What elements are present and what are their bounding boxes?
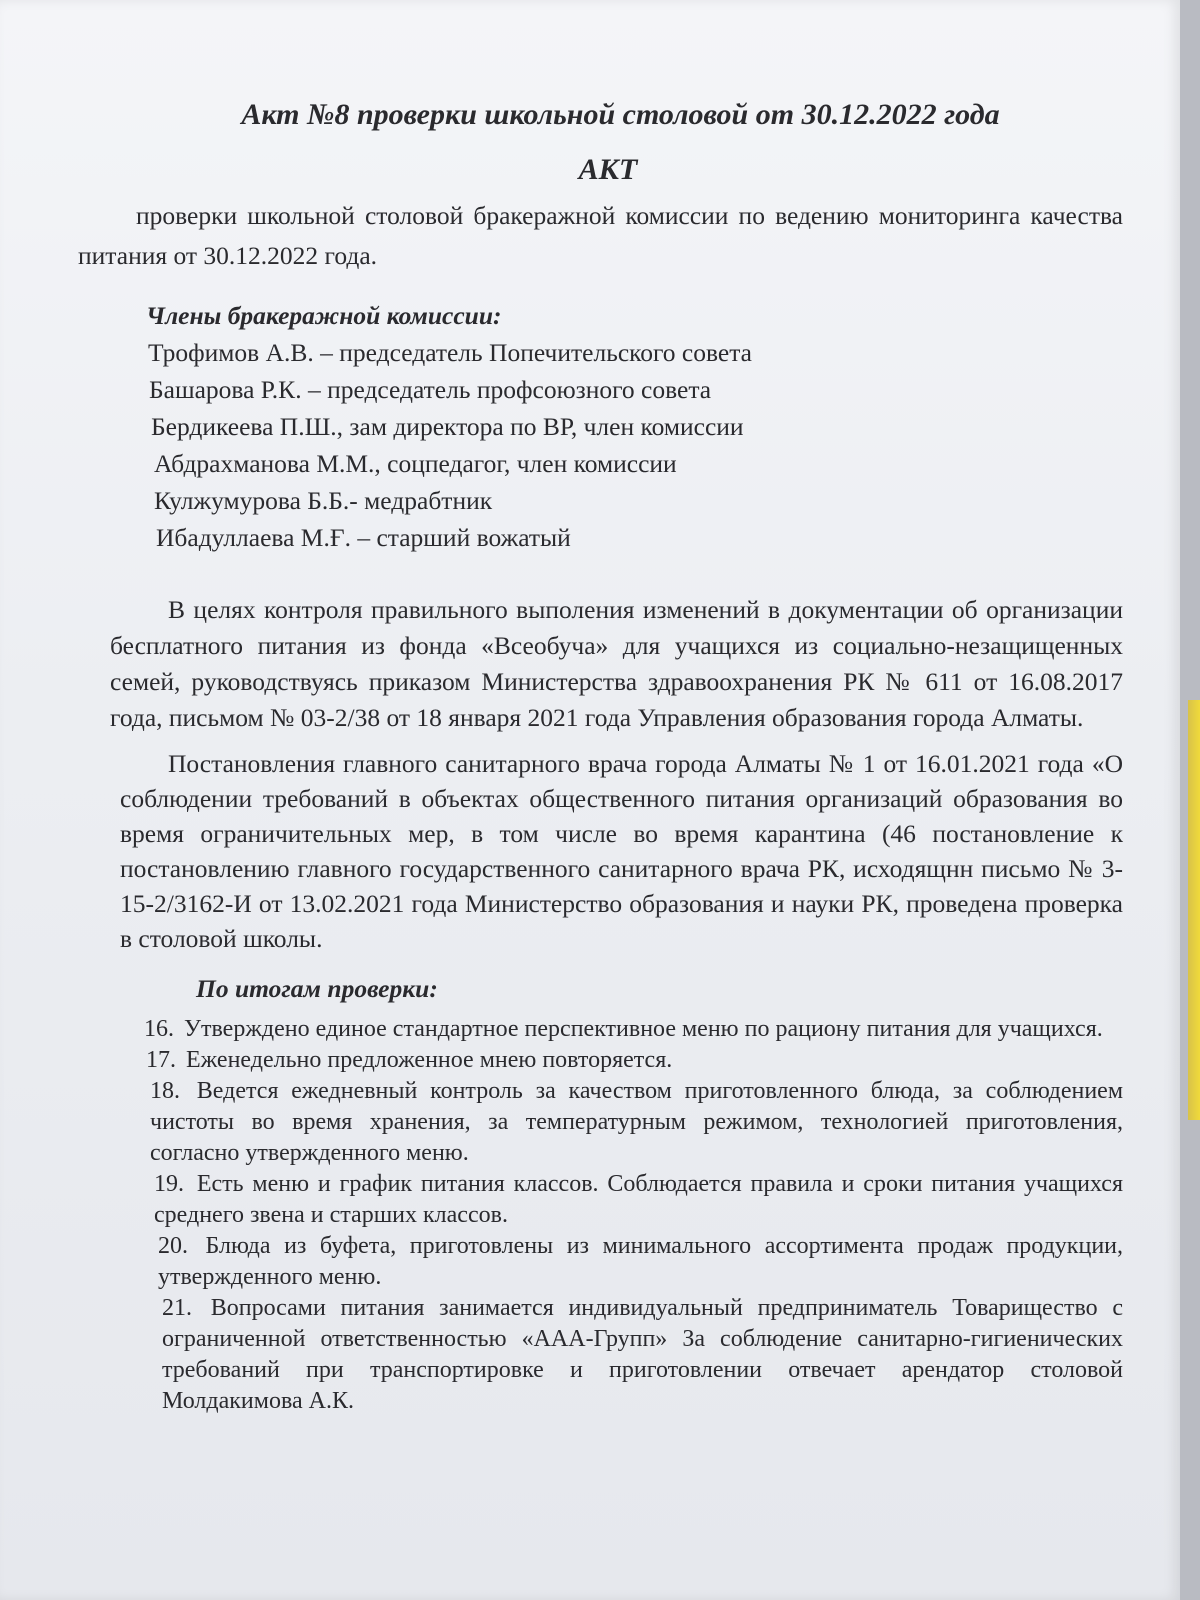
finding-text: Есть меню и график питания классов. Соблюдается правила и сроки питания учащихся среднего звена и старших классов. [154,1171,1124,1228]
document-body [78,95,1123,1417]
finding-text: Вопросами питания занимается индивидуальный предприниматель Товарищество с ограниченной ответственностью «ААА-Групп» За соблюдение санитарно-гигиенических требований при транспортировке и приготовлении отвечает арендатор столовой Молдакимова А.К. [162,1295,1123,1414]
background-object-edge [1188,700,1200,1120]
finding-item [144,1045,1123,1076]
member-item: Абдрахманова М.М., соцпедагог, член комиссии [154,449,677,478]
finding-number: 16. [144,1016,174,1042]
member-item: Ибадуллаева М.Ғ. – старший вожатый [156,523,571,552]
finding-number: 18. [150,1078,180,1104]
finding-item [144,1231,1123,1293]
finding-text: Блюда из буфета, приготовлены из минимального ассортимента продаж продукции, утвержденного меню. [158,1233,1124,1290]
members-list [78,334,1123,556]
finding-text: Ведется ежедневный контроль за качеством приготовленного блюда, за соблюдением чистоты во время хранения, за температурным режимом, технологией приготовления, согласно утвержденного меню. [150,1078,1124,1166]
intro-paragraph: проверки школьной столовой бракеражной комиссии по ведению мониторинга качества питания от 30.12.2022 года. [78,201,1123,270]
member-item: Башарова Р.К. – председатель профсоюзного совета [149,375,712,404]
finding-item [144,1169,1123,1231]
paragraph-resolution: Постановления главного санитарного врача города Алматы № 1 от 16.01.2021 года «О соблюдении требований в объектах общественного питания организаций образования во время ограничительных мер, в том числе во время карантина (46 постановление к постановлению главного государственного санитарного врача РК, исходящнн письмо № 3-15-2/3162-И от 13.02.2021 года Министерство образования и науки РК, проведена проверка в столовой школы. [120,749,1123,953]
document-title: Акт №8 проверки школьной столовой от 30.12.2022 года [241,98,1000,131]
document-heading: АКТ [578,153,638,186]
finding-number: 20. [158,1233,188,1259]
findings-list [78,1014,1123,1417]
finding-number: 21. [162,1295,192,1321]
member-item: Бердикеева П.Ш., зам директора по ВР, член комиссии [151,412,744,441]
member-item: Кулжумурова Б.Б.- медрабтник [154,486,493,515]
finding-item [144,1014,1123,1045]
finding-item [144,1293,1123,1417]
finding-number: 17. [146,1047,176,1073]
finding-text: Еженедельно предложенное мнею повторяется. [186,1047,673,1073]
member-item: Трофимов А.В. – председатель Попечительского совета [148,338,752,367]
finding-text: Утверждено единое стандартное перспективное меню по рациону питания для учащихся. [184,1016,1103,1042]
members-heading: Члены бракеражной комиссии: [146,301,502,330]
finding-number: 19. [154,1171,184,1197]
finding-item [144,1076,1123,1169]
paragraph-purpose: В целях контроля правильного выполения изменений в документации об организации бесплатного питания из фонда «Всеобуча» для учащихся из социально-незащищенных семей, руководствуясь приказом Министерства здравоохранения РК № 611 от 16.08.2017 года, письмом № 03-2/38 от 18 января 2021 года Управления образования города Алматы. [110,595,1123,732]
results-heading: По итогам проверки: [196,974,438,1003]
